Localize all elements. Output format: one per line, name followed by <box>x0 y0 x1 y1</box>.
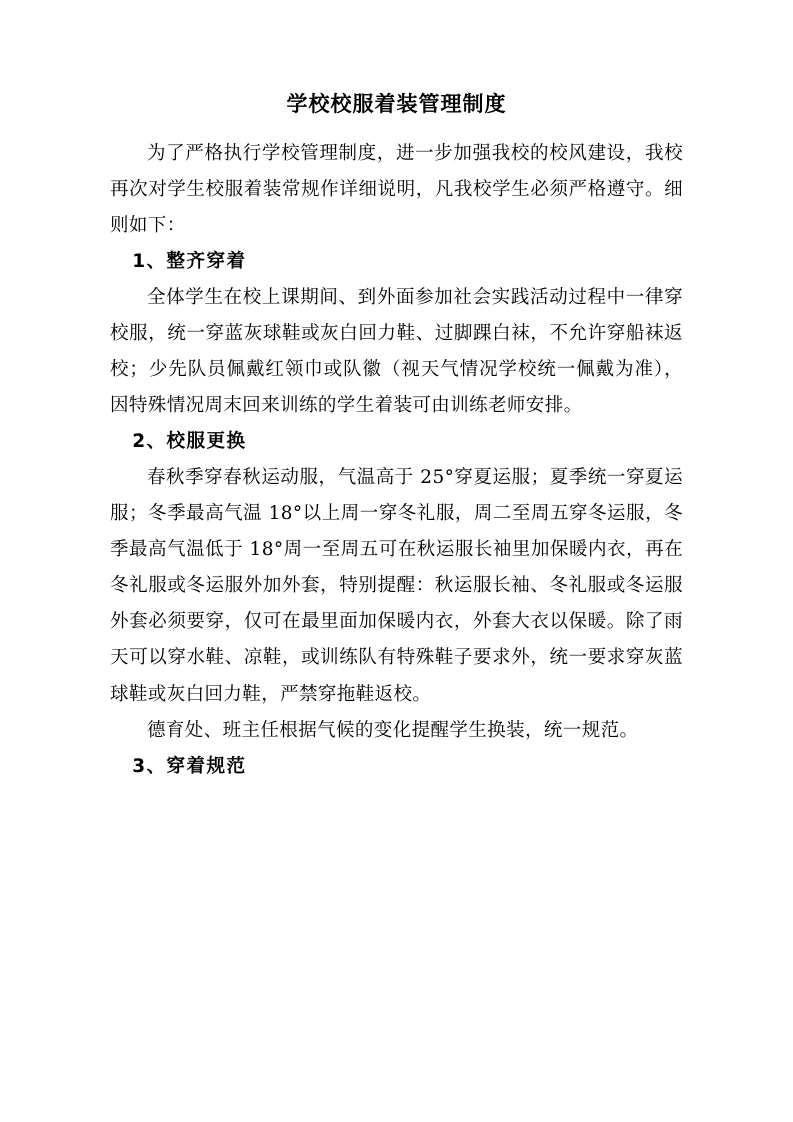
section-heading-1: 1、整齐穿着 <box>132 250 247 272</box>
section-heading-3: 3、穿着规范 <box>132 755 247 777</box>
paragraph-section-2b: 德育处、班主任根据气候的变化提醒学生换装，统一规范。 <box>147 719 639 741</box>
page-title: 学校校服着装管理制度 <box>286 92 507 116</box>
paragraph-section-1: 全体学生在校上课期间、到外面参加社会实践活动过程中一律穿校服，统一穿蓝灰球鞋或灰白回力鞋、过脚踝白袜，不允许穿船袜返校；少先队员佩戴红领巾或队徽（视天气情况学校统一佩戴为准），因特殊情况周末回来训练的学生着装可由训练老师安排。 <box>110 286 683 417</box>
paragraph-section-2: 春秋季穿春秋运动服，气温高于 25°穿夏运服；夏季统一穿夏运服；冬季最高气温 18°以上周一穿冬礼服，周二至周五穿冬运服，冬季最高气温低于 18°周一至周五可在秋运服长袖里加保暖内衣，再在冬礼服或冬运服外加外套，特别提醒：秋运服长袖、冬礼服或冬运服外套必须要穿，仅可在最里面加保暖内衣，外套大衣以保暖。除了雨天可以穿水鞋、凉鞋，或训练队有特殊鞋子要求外，统一要求穿灰蓝球鞋或灰白回力鞋，严禁穿拖鞋返校。 <box>110 467 683 705</box>
paragraph-intro: 为了严格执行学校管理制度，进一步加强我校的校风建设，我校再次对学生校服着装常规作详细说明，凡我校学生必须严格遵守。细则如下： <box>110 142 683 236</box>
section-heading-2: 2、校服更换 <box>132 431 247 453</box>
